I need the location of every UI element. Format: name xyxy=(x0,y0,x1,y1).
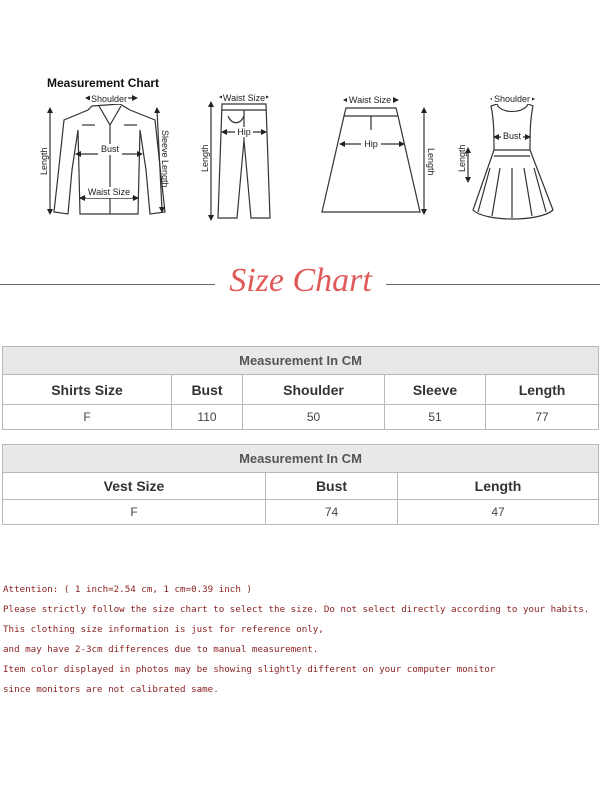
skirt-length-label: Length xyxy=(426,148,436,176)
column-header: Length xyxy=(486,375,599,405)
shirt-bust-label: Bust xyxy=(100,144,120,154)
table-cell: 77 xyxy=(486,405,599,430)
vest-size-table xyxy=(2,444,599,525)
table-cell: 74 xyxy=(266,500,398,525)
column-header: Shirts Size xyxy=(3,375,172,405)
column-header: Sleeve xyxy=(385,375,486,405)
column-header: Length xyxy=(398,473,599,500)
note-line: This clothing size information is just for reference only, xyxy=(3,624,324,635)
column-header: Bust xyxy=(172,375,243,405)
skirt-waist-size-label: Waist Size xyxy=(348,95,392,105)
divider-left xyxy=(0,284,215,285)
dress-shoulder-label: Shoulder xyxy=(493,94,531,104)
skirt-hip-label: Hip xyxy=(364,139,378,149)
measurement-diagrams xyxy=(0,0,600,250)
size-chart-title: Size Chart xyxy=(229,262,372,299)
pants-length-label: Length xyxy=(200,144,210,172)
pants-waist-size-label: Waist Size xyxy=(222,93,266,103)
table-row xyxy=(3,500,599,525)
note-line: Item color displayed in photos may be showing slightly different on your computer monitor xyxy=(3,664,496,675)
note-line: and may have 2-3cm differences due to manual measurement. xyxy=(3,644,319,655)
note-line: since monitors are not calibrated same. xyxy=(3,684,219,695)
shirt-shoulder-label: Shoulder xyxy=(90,94,128,104)
shirt-sleeve-length-label: Sleeve Length xyxy=(160,130,170,188)
dress-diagram xyxy=(468,99,553,219)
shirt-waist-size-label: Waist Size xyxy=(87,187,131,197)
note-line: Attention: ( 1 inch=2.54 cm, 1 cm=0.39 inch ) xyxy=(3,584,252,595)
dress-outline xyxy=(473,104,553,219)
shirts-table-caption: Measurement In CM xyxy=(3,347,599,375)
dress-length-label: Length xyxy=(457,144,467,172)
dress-bust-label: Bust xyxy=(502,131,522,141)
table-cell: F xyxy=(3,405,172,430)
measurement-chart-title: Measurement Chart xyxy=(47,76,160,90)
skirt-diagram xyxy=(322,100,424,212)
shirts-size-table xyxy=(2,346,599,430)
table-cell: 110 xyxy=(172,405,243,430)
table-cell: 47 xyxy=(398,500,599,525)
column-header: Vest Size xyxy=(3,473,266,500)
table-row xyxy=(3,405,599,430)
garment-diagrams-svg xyxy=(0,0,600,250)
table-cell: 51 xyxy=(385,405,486,430)
size-notes xyxy=(3,580,600,700)
table-cell: F xyxy=(3,500,266,525)
shirt-length-label: Length xyxy=(39,147,49,175)
table-cell: 50 xyxy=(243,405,385,430)
divider-right xyxy=(386,284,600,285)
column-header: Bust xyxy=(266,473,398,500)
column-header: Shoulder xyxy=(243,375,385,405)
note-line: Please strictly follow the size chart to select the size. Do not select directly according to your habits. xyxy=(3,604,590,615)
size-chart-heading xyxy=(0,258,600,308)
pants-hip-label: Hip xyxy=(237,127,251,137)
vest-table-caption: Measurement In CM xyxy=(3,445,599,473)
pants-diagram xyxy=(211,97,270,218)
